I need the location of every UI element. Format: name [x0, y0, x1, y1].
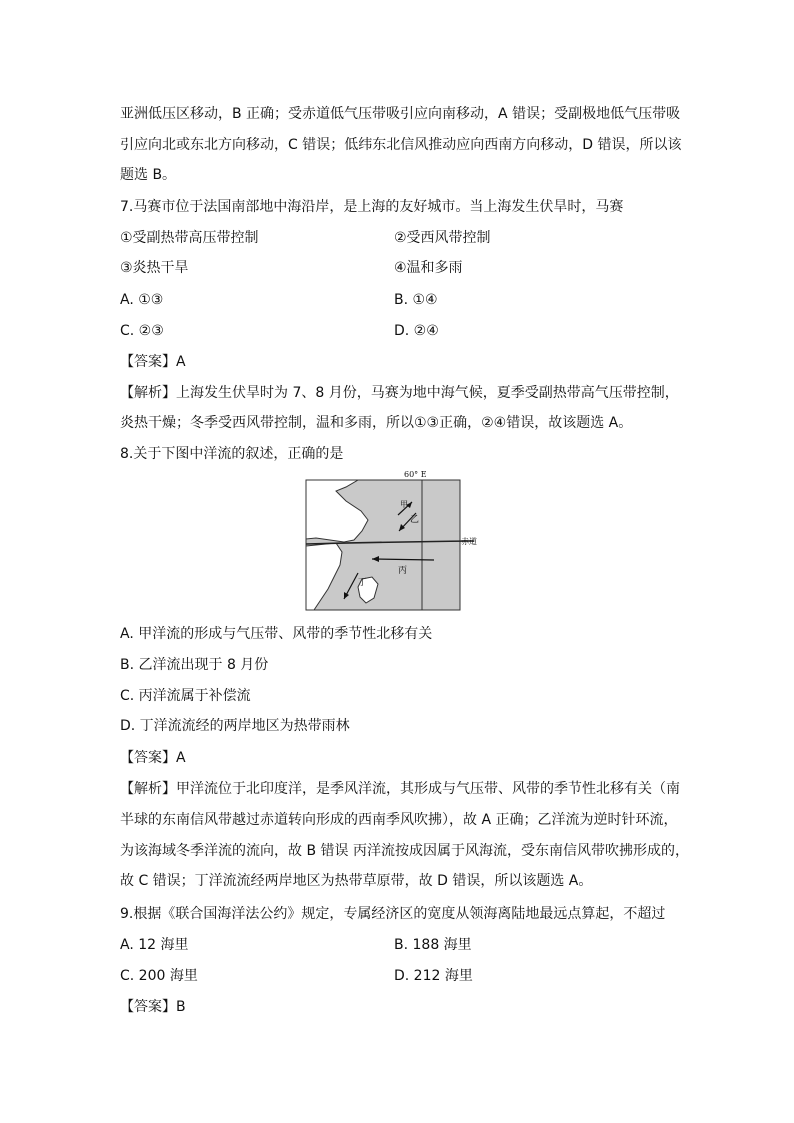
current-label-ding: 丁	[358, 578, 368, 588]
q8-option-c: C. 丙洋流属于补偿流	[120, 688, 251, 704]
current-label-yi: 乙	[410, 515, 420, 525]
q7-analysis-line: 炎热干燥；冬季受西风带控制，温和多雨，所以①③正确，②④错误，故该题选 A。	[120, 415, 633, 431]
q8-answer: 【答案】A	[120, 750, 186, 766]
equator-label: 赤道	[461, 537, 477, 546]
q7-statement-2: ②受西风带控制	[394, 230, 491, 246]
q7-statement-3: ③炎热干旱	[120, 260, 189, 276]
q8-option-a: A. 甲洋流的形成与气压带、风带的季节性北移有关	[120, 626, 433, 642]
q7-answer: 【答案】A	[120, 354, 186, 370]
q9-answer: 【答案】B	[120, 999, 186, 1015]
question-9-stem: 9.根据《联合国海洋法公约》规定，专属经济区的宽度从领海离陆地最远点算起，不超过	[120, 906, 666, 922]
q8-analysis-line: 半球的东南信风带越过赤道转向形成的西南季风吹拂），故 A 正确；乙洋流为逆时针环流，	[120, 812, 678, 828]
q7-option-a: A. ①③	[120, 292, 164, 308]
ocean-current-map	[306, 467, 477, 612]
q7-statement-1: ①受副热带高压带控制	[120, 230, 259, 246]
q7-option-c: C. ②③	[120, 323, 164, 339]
paragraph-line: 题选 B。	[120, 167, 177, 183]
paragraph-line: 亚洲低压区移动，B 正确；受赤道低气压带吸引应向南移动，A 错误；受副极地低气压带吸	[120, 106, 681, 122]
q7-statement-4: ④温和多雨	[394, 260, 463, 276]
q9-option-a: A. 12 海里	[120, 937, 189, 953]
q7-option-b: B. ①④	[394, 292, 438, 308]
q7-analysis-line: 【解析】上海发生伏旱时为 7、8 月份，马赛为地中海气候，夏季受副热带高气压带控制，	[120, 385, 679, 401]
current-label-bing: 丙	[398, 566, 408, 576]
longitude-label: 60° E	[404, 470, 427, 479]
q7-option-d: D. ②④	[394, 323, 439, 339]
question-8-stem: 8.关于下图中洋流的叙述，正确的是	[120, 446, 344, 462]
current-label-jia: 甲	[400, 500, 408, 509]
q8-analysis-line: 故 C 错误；丁洋流流经两岸地区为热带草原带，故 D 错误，所以该题选 A。	[120, 873, 593, 889]
q9-option-b: B. 188 海里	[394, 937, 472, 953]
q9-option-c: C. 200 海里	[120, 968, 198, 984]
q8-analysis-line: 为该海域冬季洋流的流向，故 B 错误 丙洋流按成因属于风海流，受东南信风带吹拂形成的，	[120, 843, 689, 859]
q8-analysis-line: 【解析】甲洋流位于北印度洋，是季风洋流，其形成与气压带、风带的季节性北移有关（南	[120, 781, 680, 797]
paragraph-line: 引应向北或东北方向移动，C 错误；低纬东北信风推动应向西南方向移动，D 错误，所以该	[120, 137, 682, 153]
q8-option-d: D. 丁洋流流经的两岸地区为热带雨林	[120, 718, 350, 734]
q8-option-b: B. 乙洋流出现于 8 月份	[120, 657, 269, 673]
question-7-stem: 7.马赛市位于法国南部地中海沿岸，是上海的友好城市。当上海发生伏旱时，马赛	[120, 199, 624, 215]
q9-option-d: D. 212 海里	[394, 968, 473, 984]
